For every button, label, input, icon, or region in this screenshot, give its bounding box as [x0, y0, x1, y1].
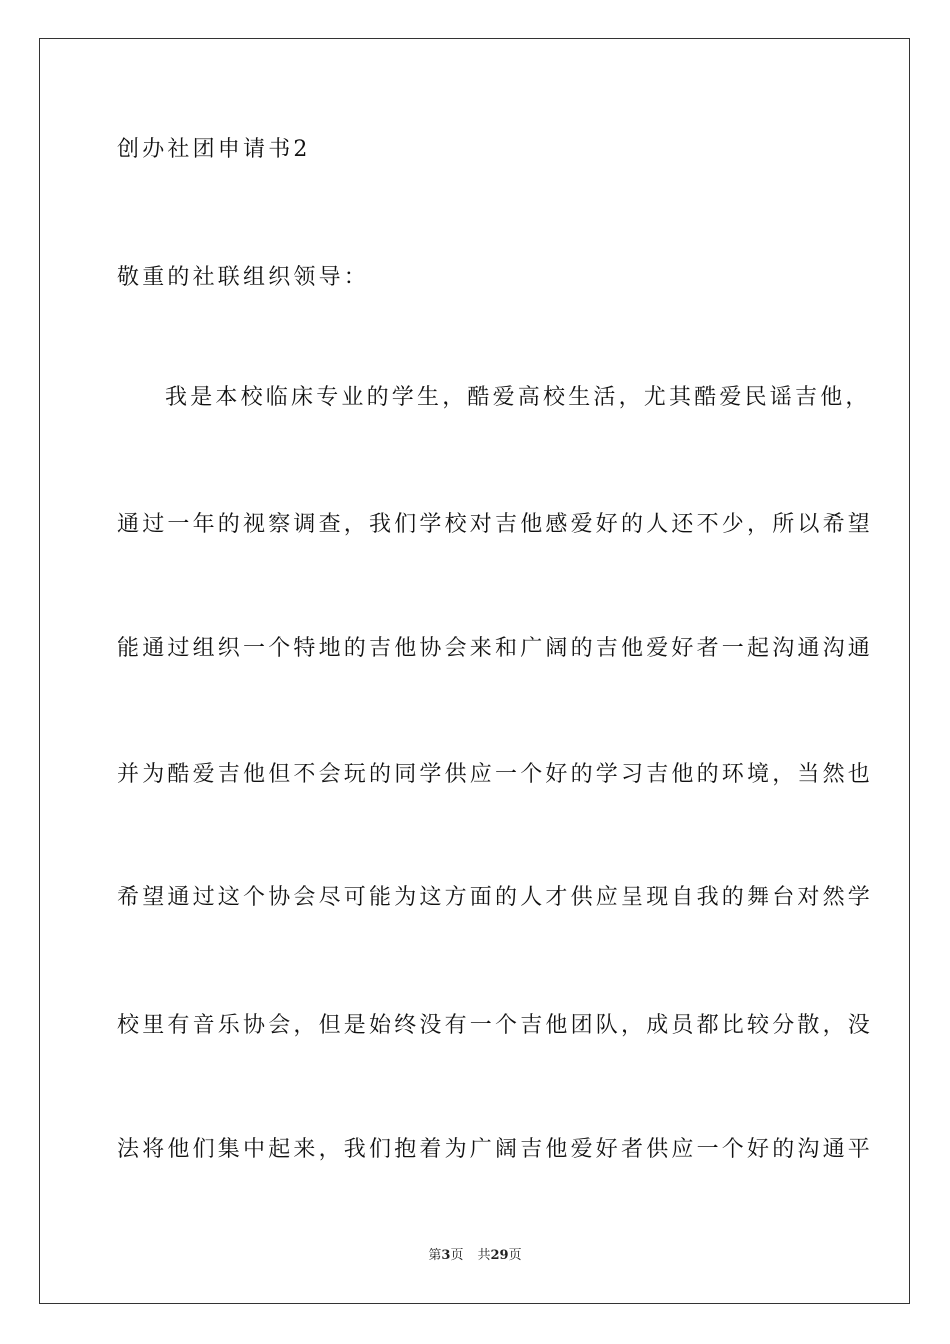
- salutation: 敬重的社联组织领导：: [117, 265, 370, 290]
- body-line: 校里有音乐协会，但是始终没有一个吉他团队，成员都比较分散，没: [117, 1013, 874, 1038]
- page-prefix: 第: [428, 1248, 442, 1263]
- body-line: 法将他们集中起来，我们抱着为广阔吉他爱好者供应一个好的沟通平: [117, 1137, 874, 1162]
- page-footer: [0, 1247, 950, 1265]
- total-page-count: 29: [490, 1248, 509, 1263]
- body-line: 通过一年的视察调查，我们学校对吉他感爱好的人还不少，所以希望: [117, 512, 874, 537]
- current-page-number: 3: [441, 1248, 451, 1263]
- body-line: 我是本校临床专业的学生，酷爱高校生活，尤其酷爱民谣吉他，: [165, 385, 871, 410]
- total-suffix: 页: [508, 1248, 522, 1263]
- page-suffix: 页: [450, 1248, 464, 1263]
- total-prefix: 共: [477, 1248, 491, 1263]
- document-title: 创办社团申请书2: [117, 137, 311, 162]
- body-line: 能通过组织一个特地的吉他协会来和广阔的吉他爱好者一起沟通沟通: [117, 636, 874, 661]
- body-line: 并为酷爱吉他但不会玩的同学供应一个好的学习吉他的环境，当然也: [117, 762, 874, 787]
- page-border: [39, 38, 910, 1304]
- body-line: 希望通过这个协会尽可能为这方面的人才供应呈现自我的舞台对然学: [117, 885, 874, 910]
